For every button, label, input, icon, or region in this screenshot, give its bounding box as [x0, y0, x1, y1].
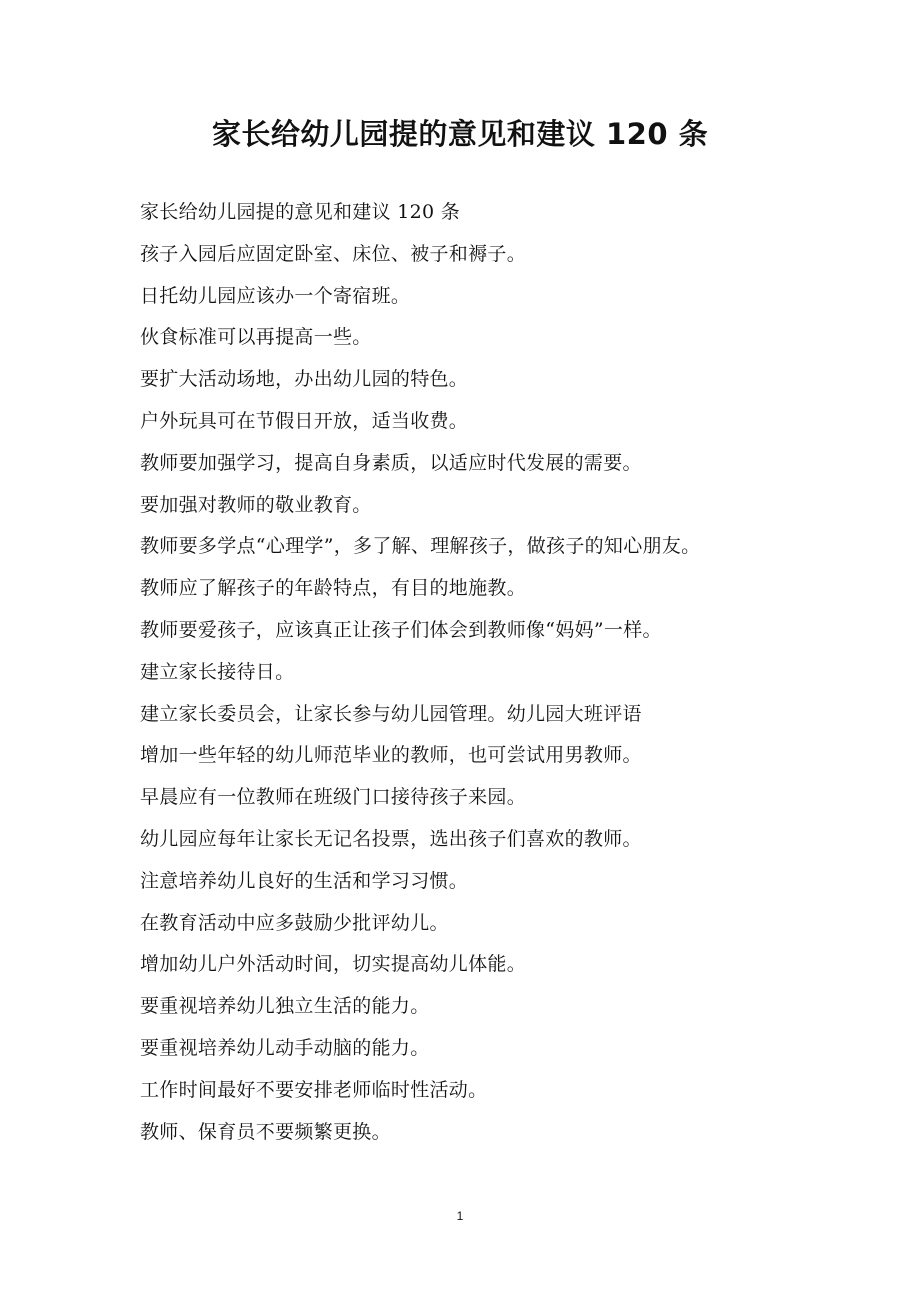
text-line: 要扩大活动场地，办出幼儿园的特色。 [140, 368, 469, 391]
text-line: 户外玩具可在节假日开放，适当收费。 [140, 409, 469, 432]
text-line: 建立家长接待日。 [140, 660, 295, 683]
text-line: 幼儿园应每年让家长无记名投票，选出孩子们喜欢的教师。 [140, 827, 642, 850]
text-line: 教师应了解孩子的年龄特点，有目的地施教。 [140, 577, 527, 600]
text-line: 在教育活动中应多鼓励少批评幼儿。 [140, 911, 449, 934]
text-line: 要重视培养幼儿独立生活的能力。 [140, 995, 430, 1018]
text-line: 教师要多学点“心理学”，多了解、理解孩子，做孩子的知心朋友。 [140, 535, 701, 558]
text-line: 注意培养幼儿良好的生活和学习习惯。 [140, 869, 469, 892]
text-line: 增加一些年轻的幼儿师范毕业的教师，也可尝试用男教师。 [140, 744, 642, 767]
text-line: 日托幼儿园应该办一个寄宿班。 [140, 284, 411, 307]
text-line: 工作时间最好不要安排老师临时性活动。 [140, 1078, 488, 1101]
document-title: 家长给幼儿园提的意见和建议 120 条 [211, 117, 709, 151]
text-line: 孩子入园后应固定卧室、床位、被子和褥子。 [140, 242, 527, 265]
text-line: 早晨应有一位教师在班级门口接待孩子来园。 [140, 786, 527, 809]
text-line: 要加强对教师的敬业教育。 [140, 493, 372, 516]
text-line: 建立家长委员会，让家长参与幼儿园管理。幼儿园大班评语 [140, 702, 642, 725]
text-line: 家长给幼儿园提的意见和建议 120 条 [140, 201, 461, 223]
text-line: 教师要加强学习，提高自身素质，以适应时代发展的需要。 [140, 451, 642, 474]
text-line: 教师、保育员不要频繁更换。 [140, 1120, 391, 1143]
text-line: 教师要爱孩子，应该真正让孩子们体会到教师像“妈妈”一样。 [140, 618, 662, 641]
text-line: 伙食标准可以再提高一些。 [140, 326, 372, 349]
document-body [140, 192, 860, 1153]
page-number: 1 [456, 1209, 464, 1223]
text-line: 要重视培养幼儿动手动脑的能力。 [140, 1036, 430, 1059]
text-line: 增加幼儿户外活动时间，切实提高幼儿体能。 [140, 953, 527, 976]
